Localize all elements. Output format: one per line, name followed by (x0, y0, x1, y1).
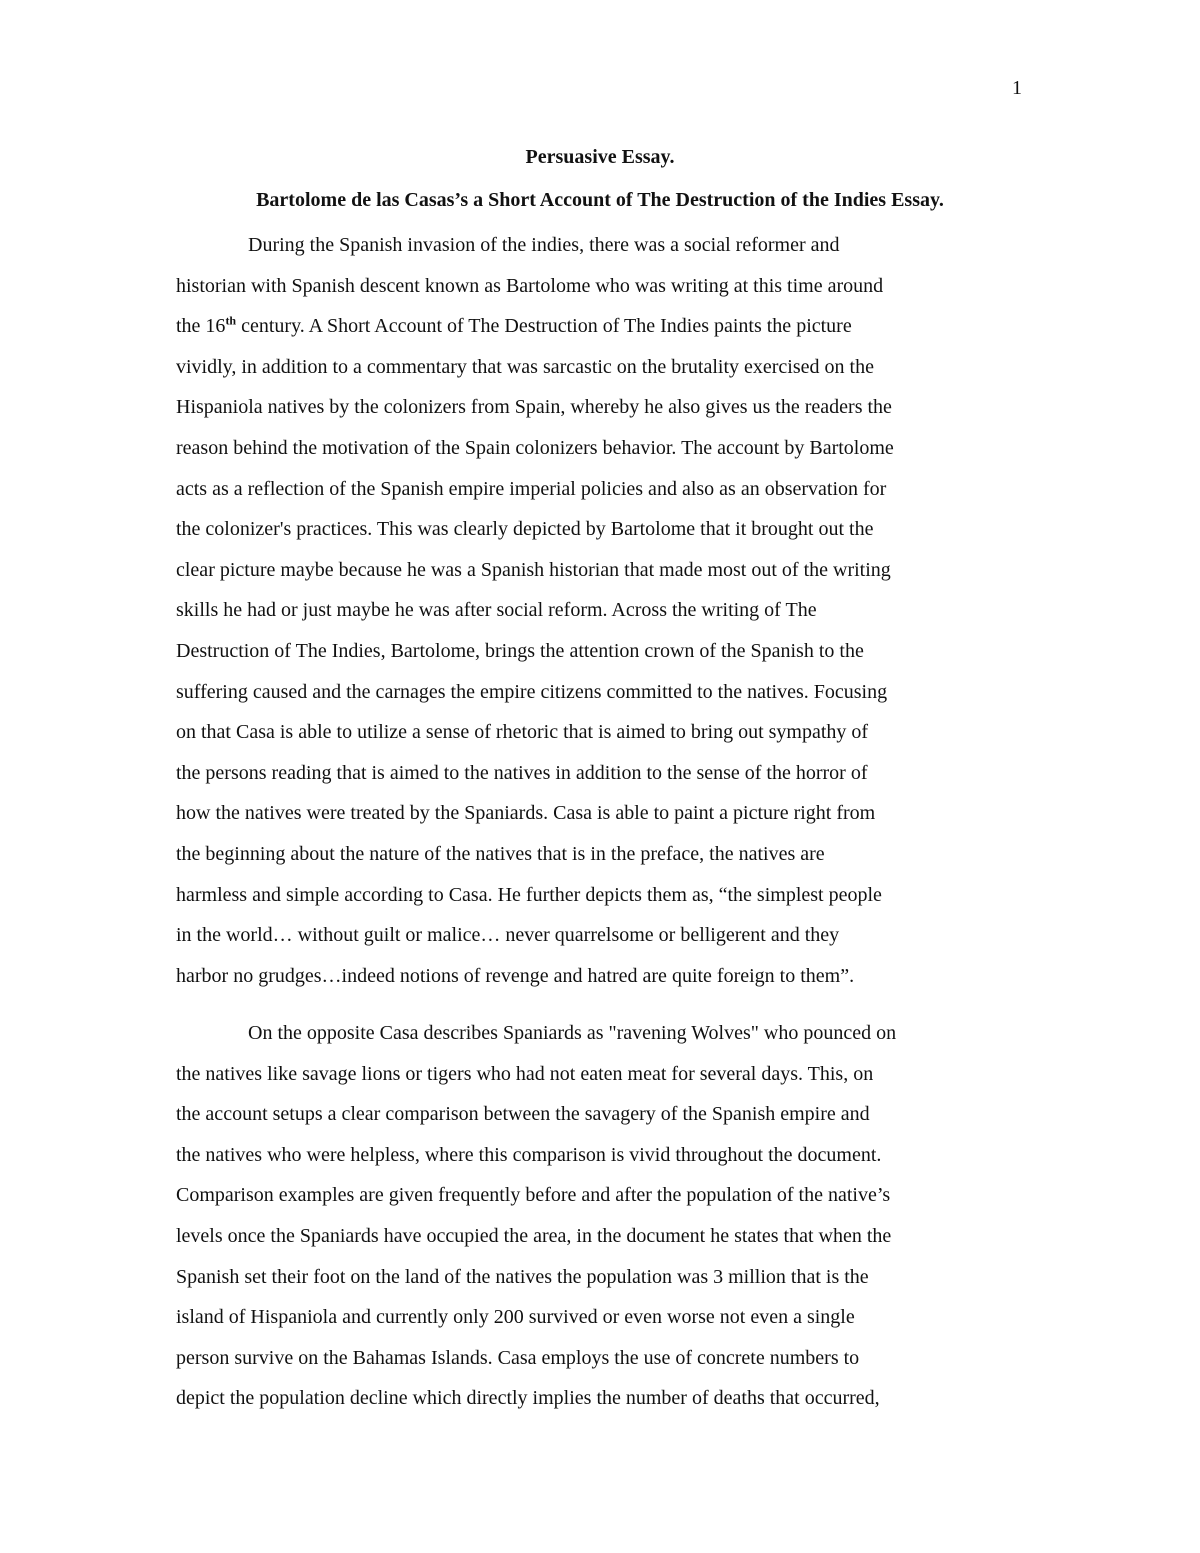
paragraph-line: the account setups a clear comparison between the savagery of the Spanish empire and (176, 1103, 870, 1126)
paragraph-line: the colonizer's practices. This was clearly depicted by Bartolome that it brought out the (176, 518, 874, 541)
paragraph-line: the beginning about the nature of the natives that is in the preface, the natives are (176, 842, 825, 865)
paragraph-line: how the natives were treated by the Spaniards. Casa is able to paint a picture right from (176, 802, 876, 825)
essay-subtitle: Bartolome de las Casas’s a Short Account of The Destruction of the Indies Essay. (256, 189, 944, 211)
paragraph-line: On the opposite Casa describes Spaniards as "ravening Wolves" who pounced on (248, 1022, 897, 1044)
ordinal-superscript: th (225, 313, 237, 328)
paragraph-line: historian with Spanish descent known as Bartolome who was writing at this time around (176, 274, 884, 297)
paragraph-line: in the world… without guilt or malice… never quarrelsome or belligerent and they (176, 924, 840, 947)
paragraph-1 (176, 225, 1024, 996)
paragraph-line: the natives who were helpless, where this comparison is vivid throughout the document. (176, 1143, 882, 1166)
paragraph-line: harmless and simple according to Casa. He further depicts them as, “the simplest people (176, 883, 882, 906)
paragraph-line: Destruction of The Indies, Bartolome, brings the attention crown of the Spanish to the (176, 639, 864, 662)
paragraph-line: person survive on the Bahamas Islands. Casa employs the use of concrete numbers to (176, 1346, 860, 1369)
paragraph-line: the persons reading that is aimed to the natives in addition to the sense of the horror of (176, 761, 868, 784)
page-number: 1 (1012, 77, 1022, 99)
line-text: century. A Short Account of The Destruction of The Indies paints the picture (236, 315, 852, 338)
paragraph-line: the natives like savage lions or tigers who had not eaten meat for several days. This, on (176, 1062, 874, 1085)
line-text: the 16 (176, 315, 226, 338)
paragraph-line: island of Hispaniola and currently only 200 survived or even worse not even a single (176, 1306, 855, 1329)
paragraph-line: depict the population decline which directly implies the number of deaths that occurred, (176, 1387, 880, 1410)
paragraph-2 (176, 1013, 1024, 1419)
paragraph-line: levels once the Spaniards have occupied the area, in the document he states that when the (176, 1224, 892, 1247)
paragraph-line: suffering caused and the carnages the empire citizens committed to the natives. Focusing (176, 680, 888, 703)
essay-title: Persuasive Essay. (525, 146, 675, 168)
paragraph-line: acts as a reflection of the Spanish empire imperial policies and also as an observation for (176, 477, 887, 500)
paragraph-line: skills he had or just maybe he was after social reform. Across the writing of The (176, 599, 817, 622)
paragraph-line: clear picture maybe because he was a Spanish historian that made most out of the writing (176, 558, 891, 581)
paragraph-line: on that Casa is able to utilize a sense of rhetoric that is aimed to bring out sympathy of (176, 721, 869, 744)
paragraph-line: harbor no grudges…indeed notions of revenge and hatred are quite foreign to them”. (176, 964, 855, 987)
paragraph-line: Comparison examples are given frequently before and after the population of the native’s (176, 1184, 891, 1207)
paragraph-line (176, 306, 1024, 347)
paragraph-line: reason behind the motivation of the Spain colonizers behavior. The account by Bartolome (176, 436, 894, 459)
paragraph-line: vividly, in addition to a commentary that was sarcastic on the brutality exercised on the (176, 355, 874, 378)
paragraph-line: During the Spanish invasion of the indies, there was a social reformer and (248, 234, 840, 256)
paragraph-line: Hispaniola natives by the colonizers from Spain, whereby he also gives us the readers the (176, 396, 892, 419)
paragraph-line: Spanish set their foot on the land of the natives the population was 3 million that is the (176, 1265, 869, 1288)
